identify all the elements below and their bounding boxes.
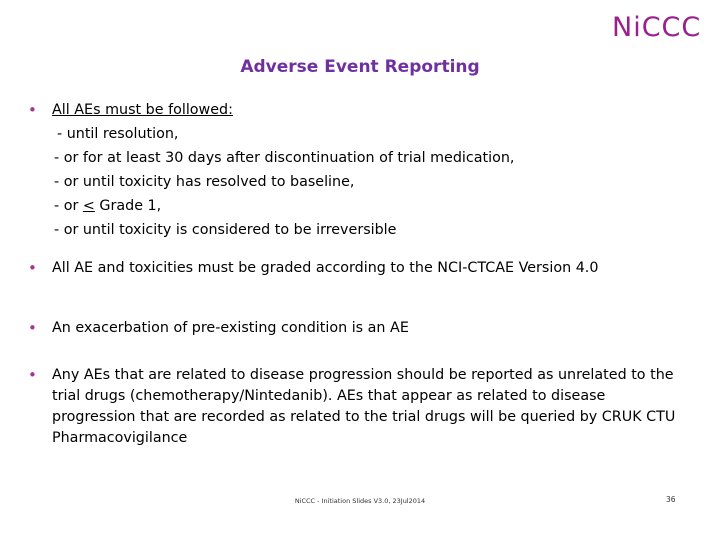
- slide-content: [28, 98, 678, 449]
- bullet-dot: •: [28, 259, 37, 277]
- niccc-logo: NiCCC: [612, 12, 702, 43]
- sub-item-grade: - or < Grade 1,: [54, 198, 162, 214]
- slide-title: [0, 57, 720, 77]
- sub-item-baseline: - or until toxicity has resolved to baseline,: [54, 174, 355, 190]
- bullet-progression-text: Any AEs that are related to disease progression should be reported as unrelated to the trial drugs (chemotherapy/Nintedanib). AEs that appear as related to disease progression that are recorded as related to the trial drugs will be queried by CRUK CTU Pharmacovigilance: [52, 367, 676, 446]
- page-number: 36: [666, 495, 676, 504]
- bullet-dot: •: [28, 366, 37, 384]
- bullet-grading-text: All AE and toxicities must be graded according to the NCI-CTCAE Version 4.0: [52, 260, 599, 276]
- bullet-dot: •: [28, 319, 37, 337]
- sub-item-irreversible: - or until toxicity is considered to be irreversible: [54, 222, 397, 238]
- less-than-symbol: <: [82, 198, 95, 214]
- bullet-grading: [28, 260, 678, 276]
- slide-title-text: Adverse Event Reporting: [240, 57, 480, 77]
- bullet-exacerbation: [28, 316, 678, 340]
- bullet-progression: [28, 365, 678, 449]
- slide-footer: NiCCC - Initiation Slides V3.0, 23Jul2014: [294, 497, 426, 505]
- sub-item-resolution: - until resolution,: [57, 126, 179, 142]
- bullet-follow-up: [28, 98, 678, 242]
- sub-item-30-days: - or for at least 30 days after discontinuation of trial medication,: [54, 150, 515, 166]
- bullet-follow-up-intro: All AEs must be followed:: [52, 102, 233, 118]
- bullet-dot: •: [28, 101, 37, 119]
- bullet-exacerbation-text: An exacerbation of pre-existing condition is an AE: [52, 320, 409, 336]
